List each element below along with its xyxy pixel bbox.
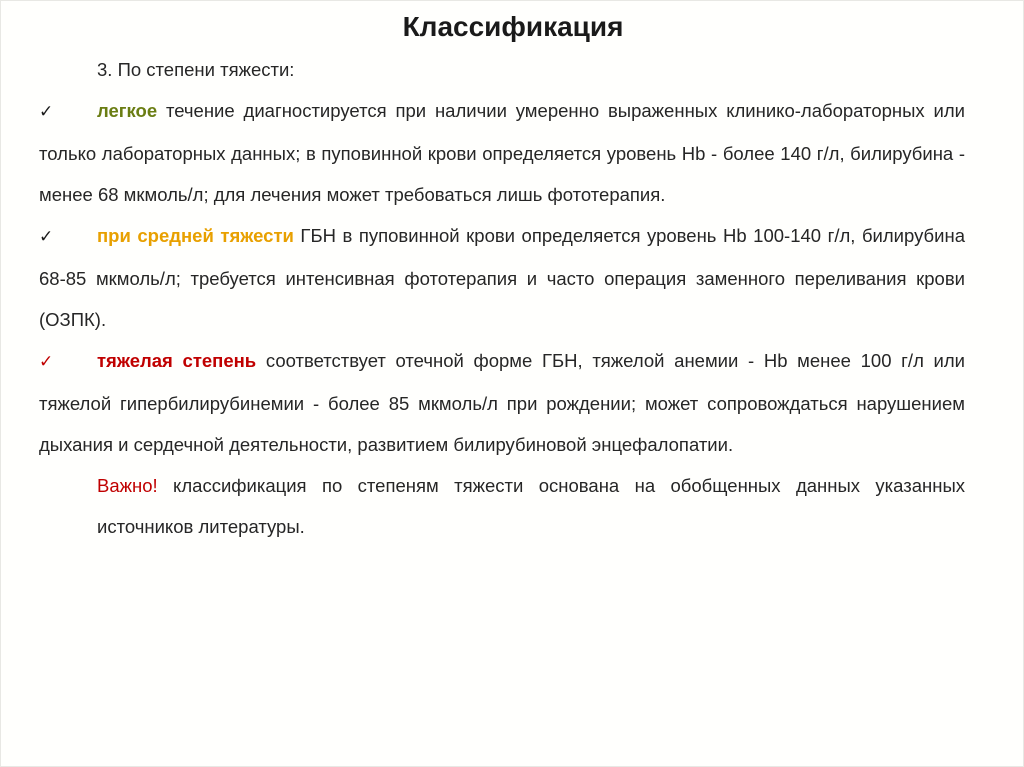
important-note: [39, 465, 965, 547]
severity-text-mild: течение диагностируется при наличии умеренно выраженных клинико-лабораторных или только лабораторных данных; в пуповинной крови определяется уровень Hb - более 140 г/л, билирубина - менее 68 мкмоль/л; для лечения может требоваться лишь фототерапия.: [39, 100, 965, 205]
important-label: Важно!: [97, 475, 158, 496]
severity-label-mild: легкое: [97, 100, 158, 121]
section-subtitle: 3. По степени тяжести:: [97, 59, 295, 80]
checkmark-icon: ✓: [39, 352, 54, 372]
important-text: классификация по степеням тяжести основана на обобщенных данных указанных источников литературы.: [97, 475, 965, 537]
severity-label-moderate: при средней тяжести: [97, 225, 294, 246]
list-item-moderate: [39, 215, 965, 340]
severity-text-moderate: ГБН в пуповинной крови определяется уровень Hb 100-140 г/л, билирубина 68-85 мкмоль/л; требуется интенсивная фототерапия и часто операция заменного переливания крови (ОЗПК).: [39, 225, 965, 330]
checkmark-icon: ✓: [39, 227, 54, 247]
slide-title: Классификация: [402, 11, 624, 42]
slide-body: [39, 49, 965, 547]
severity-label-severe: тяжелая степень: [97, 350, 257, 371]
list-item-mild: [39, 90, 965, 215]
severity-text-severe: соответствует отечной форме ГБН, тяжелой анемии - Hb менее 100 г/л или тяжелой гипербилирубинемии - более 85 мкмоль/л при рождении; может сопровождаться нарушением дыхания и сердечной деятельности, развитием билирубиновой энцефалопатии.: [39, 350, 966, 455]
list-item-severe: [39, 340, 965, 465]
checkmark-icon: ✓: [39, 102, 54, 122]
